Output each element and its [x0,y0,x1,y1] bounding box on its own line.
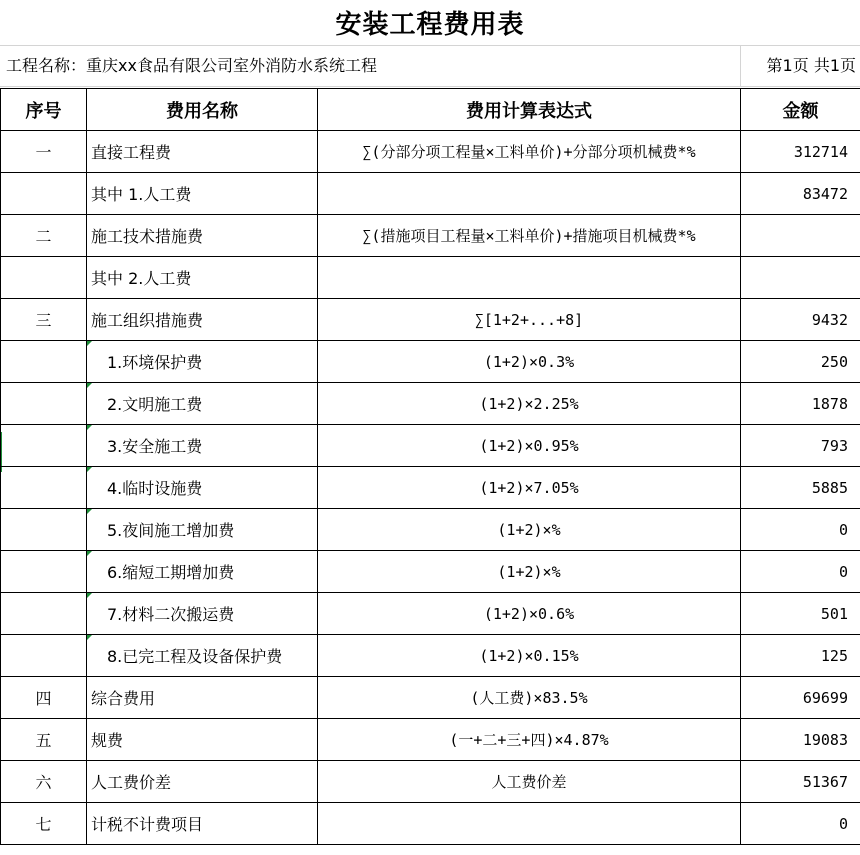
fee-name[interactable]: 计税不计费项目 [87,803,318,845]
table-row [1,341,860,383]
header-amount[interactable]: 金额 [741,89,860,131]
fee-formula[interactable]: ∑(措施项目工程量×工料单价)+措施项目机械费*% [318,215,741,257]
fee-name[interactable]: 其中 1.人工费 [87,173,318,215]
table-row [1,131,860,173]
row-index[interactable]: 二 [1,215,87,257]
fee-formula[interactable]: (一+二+三+四)×4.87% [318,719,741,761]
fee-formula[interactable]: (1+2)×% [318,551,741,593]
fee-amount[interactable]: 250 [741,341,860,383]
fee-formula[interactable]: (1+2)×0.6% [318,593,741,635]
row-index[interactable]: 一 [1,131,87,173]
row-index[interactable] [1,173,87,215]
fee-formula[interactable]: (1+2)×7.05% [318,467,741,509]
row-index[interactable] [1,551,87,593]
row-index[interactable]: 五 [1,719,87,761]
fee-name[interactable]: 人工费价差 [87,761,318,803]
fee-formula[interactable]: (1+2)×0.15% [318,635,741,677]
header-fee-name[interactable]: 费用名称 [87,89,318,131]
fee-formula[interactable] [318,173,741,215]
table-row [1,173,860,215]
fee-name[interactable]: 4.临时设施费 [87,467,318,509]
header-row [1,89,860,131]
row-index[interactable] [1,593,87,635]
table-row [1,299,860,341]
fee-name[interactable]: 5.夜间施工增加费 [87,509,318,551]
fee-amount[interactable]: 5885 [741,467,860,509]
fee-amount[interactable]: 9432 [741,299,860,341]
fee-amount[interactable]: 312714 [741,131,860,173]
row-index[interactable]: 三 [1,299,87,341]
table-row [1,677,860,719]
fee-amount[interactable]: 0 [741,551,860,593]
fee-name[interactable]: 6.缩短工期增加费 [87,551,318,593]
table-row [1,761,860,803]
fee-formula[interactable]: (人工费)×83.5% [318,677,741,719]
table-row [1,719,860,761]
page-info[interactable]: 第1页 共1页 [740,45,860,87]
table-row [1,383,860,425]
fee-amount[interactable]: 69699 [741,677,860,719]
fee-amount[interactable]: 501 [741,593,860,635]
row-index[interactable]: 四 [1,677,87,719]
fee-amount[interactable] [741,215,860,257]
fee-name[interactable]: 施工技术措施费 [87,215,318,257]
fee-name[interactable]: 2.文明施工费 [87,383,318,425]
fee-name[interactable]: 直接工程费 [87,131,318,173]
fee-name[interactable]: 7.材料二次搬运费 [87,593,318,635]
fee-formula[interactable] [318,803,741,845]
fee-name[interactable]: 8.已完工程及设备保护费 [87,635,318,677]
table-row [1,467,860,509]
row-index[interactable] [1,509,87,551]
header-index[interactable]: 序号 [1,89,87,131]
project-name[interactable]: 工程名称：重庆xx食品有限公司室外消防水系统工程 [6,56,377,75]
fee-amount[interactable]: 19083 [741,719,860,761]
table-row [1,425,860,467]
fee-name[interactable]: 规费 [87,719,318,761]
row-index[interactable] [1,383,87,425]
fee-amount[interactable]: 83472 [741,173,860,215]
fee-amount[interactable]: 0 [741,803,860,845]
fee-amount[interactable] [741,257,860,299]
table-row [1,803,860,845]
fee-amount[interactable]: 793 [741,425,860,467]
fee-formula[interactable] [318,257,741,299]
fee-formula[interactable]: (1+2)×0.3% [318,341,741,383]
header-formula[interactable]: 费用计算表达式 [318,89,741,131]
fee-formula[interactable]: ∑[1+2+...+8] [318,299,741,341]
fee-formula[interactable]: (1+2)×% [318,509,741,551]
fee-amount[interactable]: 125 [741,635,860,677]
row-index[interactable] [1,635,87,677]
table-row [1,593,860,635]
row-index[interactable] [1,425,87,467]
table-title: 安装工程费用表 [0,0,860,46]
fee-name[interactable]: 其中 2.人工费 [87,257,318,299]
table-row [1,215,860,257]
row-index[interactable]: 七 [1,803,87,845]
table-row [1,257,860,299]
row-index[interactable]: 六 [1,761,87,803]
fee-formula[interactable]: ∑(分部分项工程量×工料单价)+分部分项机械费*% [318,131,741,173]
table-row [1,551,860,593]
table-row [1,509,860,551]
fee-formula[interactable]: 人工费价差 [318,761,741,803]
fee-amount[interactable]: 1878 [741,383,860,425]
row-index[interactable] [1,257,87,299]
fee-amount[interactable]: 51367 [741,761,860,803]
row-index[interactable] [1,341,87,383]
fee-formula[interactable]: (1+2)×0.95% [318,425,741,467]
fee-name[interactable]: 1.环境保护费 [87,341,318,383]
table-row [1,635,860,677]
fee-name[interactable]: 3.安全施工费 [87,425,318,467]
fee-name[interactable]: 施工组织措施费 [87,299,318,341]
fee-amount[interactable]: 0 [741,509,860,551]
cost-table [0,88,860,845]
info-bar [0,45,860,87]
row-index[interactable] [1,467,87,509]
fee-formula[interactable]: (1+2)×2.25% [318,383,741,425]
fee-name[interactable]: 综合费用 [87,677,318,719]
